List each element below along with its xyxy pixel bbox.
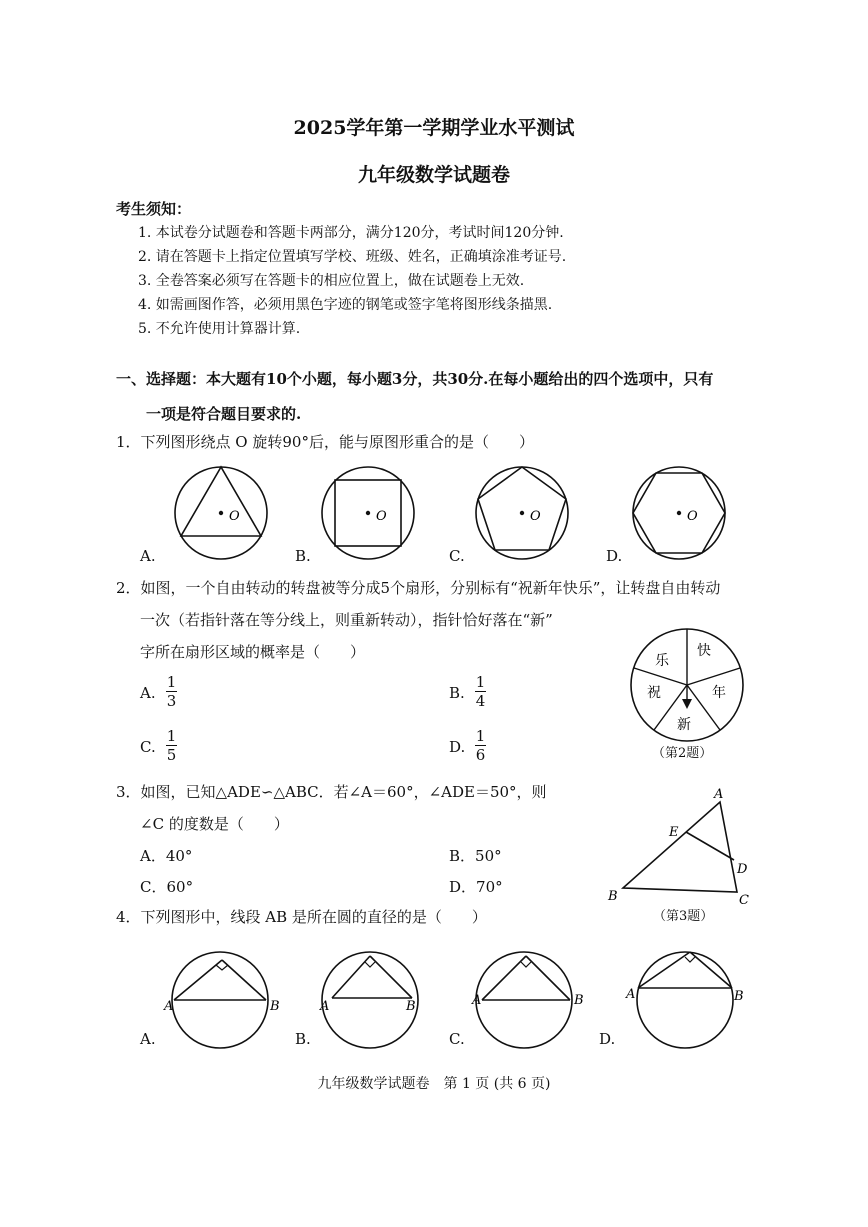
q4-option-b[interactable]: B. — [295, 1030, 311, 1048]
notice-item-2: 2. 请在答题卡上指定位置填写学校、班级、姓名，正确填涂准考证号. — [138, 249, 567, 265]
q2-c-denominator: 5 — [166, 746, 177, 764]
q1-d-center-label: O — [687, 509, 698, 524]
q4-option-d[interactable]: D. — [599, 1030, 616, 1048]
q4-a-label-b: B — [270, 999, 280, 1014]
exam-subtitle: 九年级数学试题卷 — [357, 164, 510, 186]
q3-option-c[interactable]: C．60° — [140, 878, 194, 896]
q4-a-label-a: A — [164, 999, 174, 1014]
q4-b-label-a: A — [320, 999, 330, 1014]
q2-option-c-fraction — [166, 727, 177, 764]
q4-option-c[interactable]: C. — [449, 1030, 465, 1048]
section-heading-line2: 一项是符合题目要求的. — [146, 405, 302, 423]
q3-label-d: D — [737, 862, 748, 877]
notice-item-5: 5. 不允许使用计算器计算. — [138, 321, 301, 337]
q1-figure-b — [320, 465, 420, 565]
q3-label-c: C — [739, 893, 749, 908]
q3-triangle-figure — [603, 786, 753, 906]
q4-stem: 4．下列图形中，线段 AB 是所在圆的直径的是（ ） — [116, 908, 487, 926]
q1-figure-c — [474, 465, 574, 565]
q3-label-b: B — [608, 889, 618, 904]
page-footer: 九年级数学试题卷 第 1 页 (共 6 页) — [317, 1076, 551, 1092]
q4-figure-a — [160, 948, 290, 1058]
q3-stem-line2: ∠C 的度数是（ ） — [140, 815, 289, 833]
q2-spinner-figure — [627, 625, 747, 745]
sector-le: 乐 — [655, 653, 669, 669]
section-heading-line1: 一、选择题：本大题有10个小题，每小题3分，共30分.在每小题给出的四个选项中，只有 — [116, 370, 714, 388]
q1-option-a[interactable]: A. — [140, 547, 156, 565]
exam-title: 2025学年第一学期学业水平测试 — [293, 117, 575, 139]
q2-stem-line3: 字所在扇形区域的概率是（ ） — [140, 643, 366, 661]
q2-stem-line1: 2．如图，一个自由转动的转盘被等分成5个扇形，分别标有“祝新年快乐”，让转盘自由转动 — [116, 579, 721, 597]
q2-b-denominator: 4 — [475, 692, 486, 710]
q2-option-d-fraction — [475, 727, 486, 764]
q3-option-a[interactable]: A．40° — [140, 847, 193, 865]
q2-option-d-letter[interactable]: D. — [449, 738, 466, 756]
q3-stem-line1: 3．如图，已知△ADE∽△ABC．若∠A＝60°，∠ADE＝50°，则 — [116, 783, 547, 801]
q2-option-c-letter[interactable]: C. — [140, 738, 156, 756]
q1-a-center-label: O — [229, 509, 240, 524]
q4-c-label-b: B — [574, 993, 584, 1008]
q2-option-a-letter[interactable]: A. — [140, 684, 156, 702]
q4-figure-c — [470, 948, 600, 1058]
q2-d-denominator: 6 — [475, 746, 486, 764]
q1-option-c[interactable]: C. — [449, 547, 465, 565]
q2-option-b-fraction — [475, 673, 486, 710]
q1-figure-d — [631, 465, 731, 565]
q2-b-numerator: 1 — [475, 673, 486, 691]
notice-item-1: 1. 本试卷分试题卷和答题卡两部分，满分120分，考试时间120分钟. — [138, 225, 564, 241]
q3-label-a: A — [714, 787, 724, 802]
q2-option-a-fraction — [166, 673, 177, 710]
q4-option-a[interactable]: A. — [140, 1030, 156, 1048]
q3-caption: （第3题） — [653, 909, 714, 924]
q2-a-denominator: 3 — [166, 692, 177, 710]
q2-caption: （第2题） — [652, 746, 713, 761]
q1-option-d[interactable]: D. — [606, 547, 623, 565]
sector-zhu: 祝 — [647, 685, 661, 701]
q1-figure-a — [172, 465, 272, 565]
q2-c-numerator: 1 — [166, 727, 177, 745]
q1-b-center-label: O — [376, 509, 387, 524]
q4-figure-b — [320, 948, 450, 1058]
q2-option-b-letter[interactable]: B. — [449, 684, 465, 702]
q3-option-b[interactable]: B．50° — [449, 847, 502, 865]
q3-label-e: E — [669, 825, 679, 840]
sector-nian: 年 — [712, 685, 726, 701]
q2-d-numerator: 1 — [475, 727, 486, 745]
q2-a-numerator: 1 — [166, 673, 177, 691]
q4-d-label-b: B — [734, 989, 744, 1004]
q4-b-label-b: B — [406, 999, 416, 1014]
notice-heading: 考生须知： — [116, 200, 192, 218]
q3-option-d[interactable]: D．70° — [449, 878, 503, 896]
notice-item-4: 4. 如需画图作答，必须用黑色字迹的钢笔或签字笔将图形线条描黑. — [138, 297, 553, 313]
sector-kuai: 快 — [697, 643, 711, 659]
notice-item-3: 3. 全卷答案必须写在答题卡的相应位置上，做在试题卷上无效. — [138, 273, 525, 289]
q2-stem-line2: 一次（若指针落在等分线上，则重新转动），指针恰好落在“新” — [140, 611, 553, 629]
q4-c-label-a: A — [472, 993, 482, 1008]
sector-xin: 新 — [677, 717, 691, 733]
q4-figure-d — [626, 942, 760, 1052]
q1-c-center-label: O — [530, 509, 541, 524]
q1-option-b[interactable]: B. — [295, 547, 311, 565]
q1-stem: 1．下列图形绕点 O 旋转90°后，能与原图形重合的是（ ） — [116, 433, 534, 451]
q4-d-label-a: A — [626, 987, 636, 1002]
